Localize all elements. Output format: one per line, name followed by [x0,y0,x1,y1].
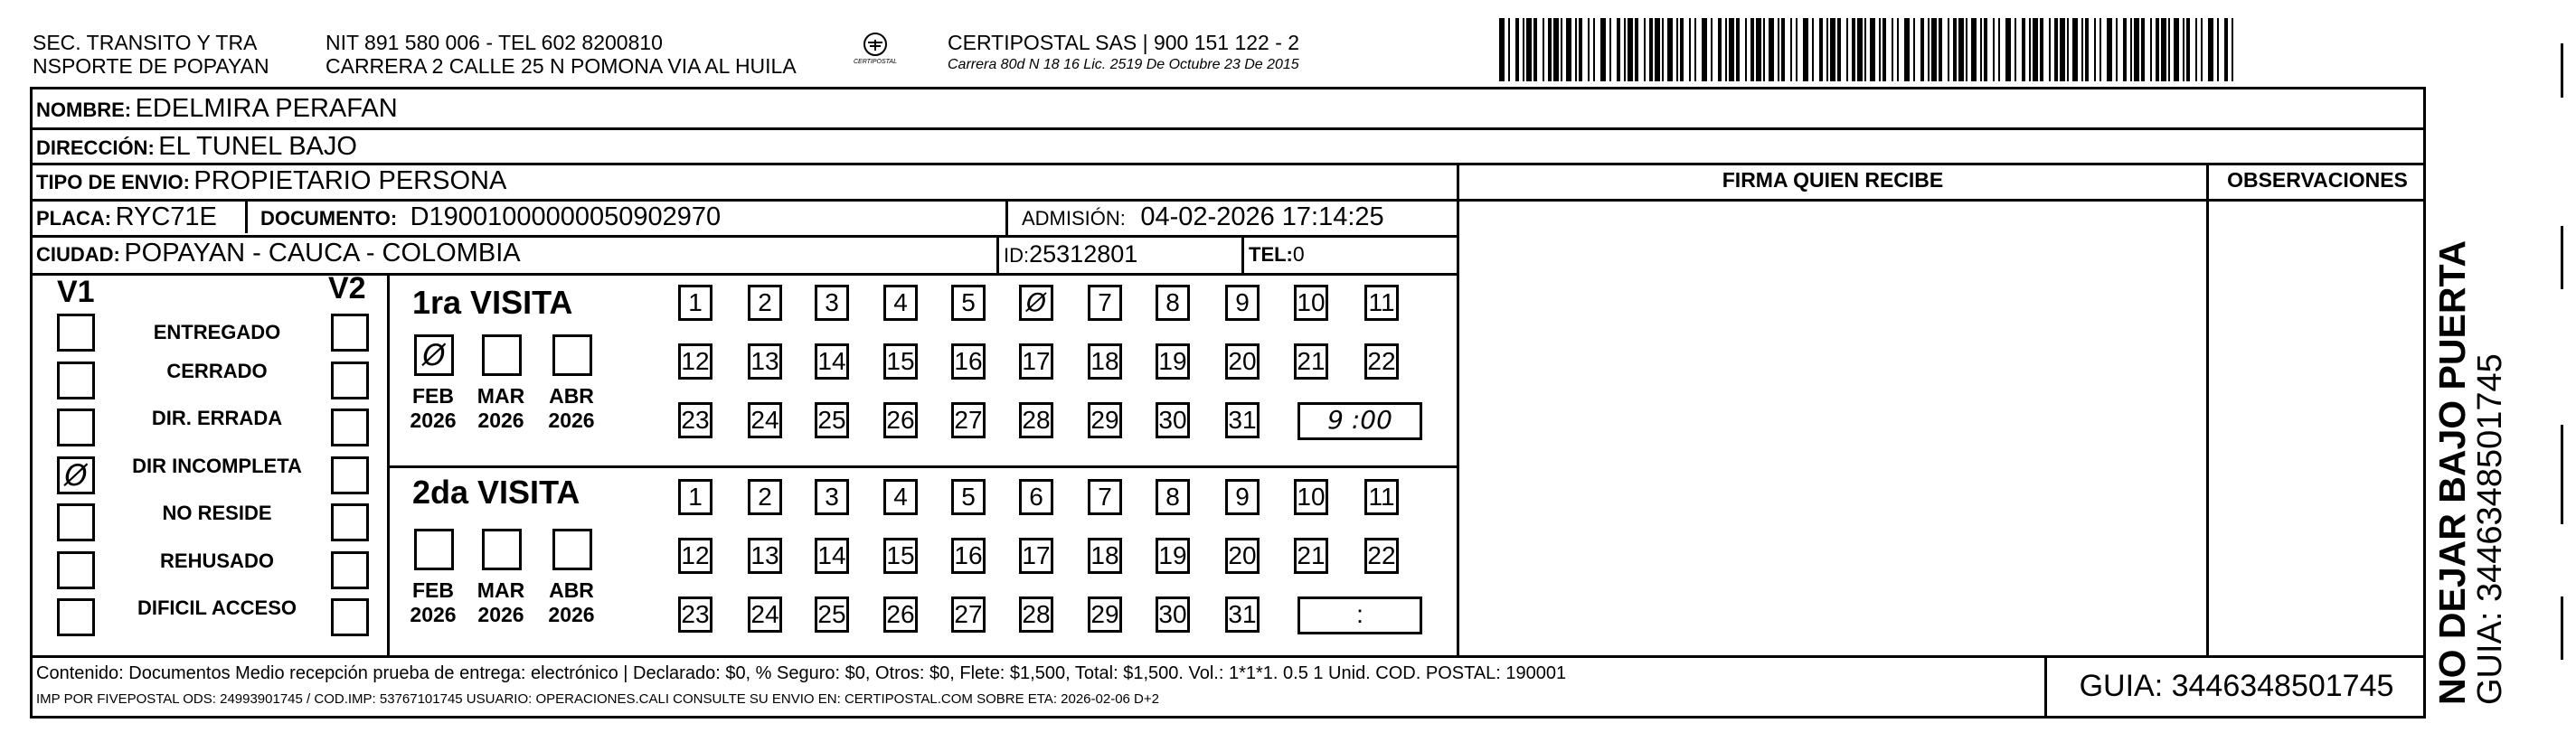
side-warning: NO DEJAR BAJO PUERTA [2431,240,2473,705]
barcode-bar [1904,18,1910,81]
barcode-bar [1966,18,1967,81]
rule [30,127,2426,130]
barcode-bar [2033,18,2038,81]
barcode-bar [1575,18,1577,81]
barcode-bar [1948,18,1949,81]
month-label [401,384,465,433]
barcode-bar [1655,18,1660,81]
barcode-bar [1993,18,1995,81]
barcode-bar [2107,18,2112,81]
month-year: 2026 [410,603,457,626]
barcode-bar [1662,18,1664,81]
admision-row [1022,202,1384,232]
month-name: ABR [549,578,594,602]
status-label: CERRADO [166,359,268,382]
barcode-bar [1984,18,1987,81]
ciudad-row [36,239,521,268]
day-cell[interactable]: 23 [678,402,712,438]
barcode-bar [2150,18,2152,81]
imp-line: IMP POR FIVEPOSTAL ODS: 24993901745 / COD.IMP: 53767101745 USUARIO: OPERACIONES.CALI CONSULTE SU ENVIO EN: CERTIPOSTAL.COM SOBRE ETA: 2026-02-06 D+2 [36,691,1159,707]
id-label: ID: [1004,244,1030,267]
barcode-bar [1852,18,1855,81]
barcode-bar [1515,18,1519,81]
barcode-bar [1756,18,1761,81]
barcode-bar [1543,18,1544,81]
day-cell[interactable]: 17 [1019,538,1053,574]
barcode-bar [1913,18,1915,81]
side-text [2432,54,2508,705]
barcode-bar [1736,18,1740,81]
v1-checkbox[interactable] [57,362,95,399]
rule [30,199,2426,202]
barcode-bar [2022,18,2025,81]
month-checkbox[interactable] [552,334,592,376]
rule [996,235,999,273]
first-visit-time[interactable]: 9 :00 [1297,402,1422,440]
placa-value: RYC71E [115,202,217,231]
barcode-bar [1939,18,1942,81]
barcode-bar [2134,18,2139,81]
tel-row [1249,242,1305,267]
barcode-bar [2156,18,2159,81]
day-cell[interactable]: 11 [1364,285,1399,321]
barcode-bar [2201,18,2203,81]
day-cell[interactable]: 19 [1156,343,1190,380]
barcode-bar [1649,18,1653,81]
status-label: DIR. ERRADA [151,407,283,429]
day-cell[interactable]: 30 [1156,402,1190,438]
barcode-bar [2081,18,2083,81]
v2-checkbox[interactable] [331,456,369,494]
barcode-bar [1870,18,1875,81]
v1-label: V1 [57,275,95,309]
day-cell[interactable]: 29 [1088,596,1122,633]
day-cell[interactable]: 3 [815,479,849,515]
day-cell[interactable]: 18 [1088,538,1122,574]
barcode-bar [1931,18,1937,81]
barcode-bar [1644,18,1646,81]
barcode-bar [1499,18,1505,81]
admision-label: ADMISIÓN: [1022,207,1126,230]
edge-tick [2561,226,2563,289]
day-cell[interactable]: 7 [1088,479,1122,515]
nombre-row [36,94,398,124]
barcode-bar [2054,18,2058,81]
day-cell[interactable]: 21 [1294,538,1328,574]
carrier-license: Carrera 80d N 18 16 Lic. 2519 De Octubre 23 De 2015 [948,57,1299,72]
day-cell[interactable]: 30 [1156,596,1190,633]
nombre-label: NOMBRE: [36,99,132,121]
day-cell[interactable]: 9 [1225,285,1260,321]
barcode [1499,18,2233,81]
barcode-bar [2183,18,2184,81]
v1-checkbox[interactable] [57,551,95,589]
day-cell[interactable]: 15 [883,538,918,574]
barcode-bar [2208,18,2213,81]
day-cell[interactable]: 11 [1364,479,1399,515]
barcode-bar [2116,18,2118,81]
nit-line: NIT 891 580 006 - TEL 602 8200810 [326,31,663,54]
day-cell[interactable]: 23 [678,596,712,633]
barcode-bar [1593,18,1595,81]
barcode-bar [1781,18,1785,81]
month-name: ABR [549,384,594,408]
documento-row [260,202,721,232]
rule [30,655,2426,658]
day-cell[interactable]: 29 [1088,402,1122,438]
barcode-bar [1711,18,1713,81]
barcode-bar [1846,18,1848,81]
month-checkbox[interactable] [482,529,522,570]
edge-tick [2561,596,2563,660]
barcode-bar [2186,18,2190,81]
v2-checkbox[interactable] [331,551,369,589]
barcode-bar [2123,18,2127,81]
barcode-bar [2224,18,2228,81]
second-visit-time[interactable]: : [1297,596,1422,634]
barcode-bar [1588,18,1590,81]
barcode-bar [1566,18,1571,81]
barcode-bar [2099,18,2101,81]
barcode-bar [1667,18,1673,81]
admision-value: 04-02-2026 17:14:25 [1140,202,1384,231]
barcode-bar [1680,18,1684,81]
month-year: 2026 [477,409,524,432]
day-cell[interactable]: 31 [1225,402,1260,438]
barcode-bar [2005,18,2011,81]
rule [387,273,390,655]
day-cell[interactable]: 17 [1019,343,1053,380]
day-cell[interactable]: 1 [678,479,712,515]
first-visit-title: 1ra VISITA [412,284,573,321]
tel-label: TEL: [1249,243,1293,266]
id-value: 25312801 [1029,240,1138,268]
barcode-bar [1508,18,1510,81]
v2-checkbox[interactable] [331,362,369,399]
day-cell[interactable]: 12 [678,343,712,380]
tel-value: 0 [1292,242,1305,266]
barcode-bar [1526,18,1532,81]
v1-checkbox[interactable] [57,409,95,446]
month-label [401,578,465,627]
barcode-bar [1864,18,1866,81]
day-cell[interactable]: 8 [1156,479,1190,515]
direccion-row [36,132,357,162]
day-cell[interactable]: 20 [1225,343,1260,380]
rule [1241,235,1244,273]
barcode-bar [2094,18,2096,81]
day-cell-marked[interactable]: Ø [1019,285,1053,321]
carrier-logo-icon [857,31,893,58]
edge-tick [2561,425,2563,524]
tipo-value: PROPIETARIO PERSONA [193,166,507,195]
rule [30,235,1459,238]
status-label: REHUSADO [160,549,274,572]
barcode-bar [1958,18,1964,81]
month-check-mark: Ø [422,338,446,372]
id-row [1004,240,1137,268]
barcode-bar [2195,18,2197,81]
barcode-bar [1971,18,1977,81]
day-cell[interactable]: 14 [815,538,849,574]
v1-checkbox[interactable] [57,598,95,636]
barcode-bar [1609,18,1611,81]
barcode-bar [1553,18,1559,81]
status-label: NO RESIDE [162,502,272,524]
month-year: 2026 [477,603,524,626]
rule [1005,199,1008,235]
barcode-bar [1826,18,1828,81]
month-label [469,384,533,433]
day-cell[interactable]: 31 [1225,596,1260,633]
barcode-bar [2060,18,2065,81]
barcode-bar [1689,18,1691,81]
day-cell[interactable]: 5 [951,285,986,321]
v1-checkbox[interactable] [57,503,95,541]
day-cell[interactable]: 1 [678,285,712,321]
day-cell[interactable]: 2 [748,479,782,515]
day-cell[interactable]: 13 [748,343,782,380]
month-label [540,384,603,433]
day-cell[interactable]: 25 [815,402,849,438]
carrier-name: CERTIPOSTAL SAS | 900 151 122 - 2 [948,31,1300,54]
carrier-logo-text: CERTIPOSTAL [854,59,897,65]
status-label: DIR INCOMPLETA [132,454,302,477]
sender-block [33,31,269,78]
barcode-bar [2217,18,2219,81]
direccion-value: EL TUNEL BAJO [158,132,357,161]
day-cell[interactable]: 27 [951,402,986,438]
v2-checkbox[interactable] [331,503,369,541]
edge-tick [2561,43,2563,98]
day-cell[interactable]: 21 [1294,343,1328,380]
day-cell[interactable]: 16 [951,343,986,380]
barcode-bar [1561,18,1562,81]
day-cell[interactable]: 22 [1364,538,1399,574]
firma-header: FIRMA QUIEN RECIBE [1722,168,1944,192]
nombre-value: EDELMIRA PERAFAN [135,94,398,123]
rule [387,465,1459,468]
barcode-bar [1953,18,1957,81]
barcode-bar [1533,18,1537,81]
status-label: DIFICIL ACCESO [137,596,297,619]
barcode-bar [1980,18,1982,81]
carrier-logo [845,31,905,76]
day-cell[interactable]: 28 [1019,596,1053,633]
barcode-bar [1635,18,1638,81]
day-cell[interactable]: 28 [1019,402,1053,438]
month-checkbox[interactable] [414,334,454,376]
barcode-bar [1857,18,1863,81]
day-cell[interactable]: 9 [1225,479,1260,515]
month-name: MAR [477,578,525,602]
barcode-bar [1897,18,1899,81]
documento-value: D19001000000050902970 [410,202,722,231]
month-year: 2026 [410,409,457,432]
barcode-bar [1579,18,1582,81]
ciudad-label: CIUDAD: [36,243,120,266]
tipo-label: TIPO DE ENVIO: [36,171,190,193]
month-name: FEB [412,384,454,408]
placa-row [36,202,217,232]
barcode-graphic [1499,18,2233,81]
v2-checkbox[interactable] [331,314,369,352]
barcode-bar [1796,18,1798,81]
barcode-bar [1837,18,1841,81]
day-cell[interactable]: 6 [1019,479,1053,515]
month-name: FEB [412,578,454,602]
side-guia: GUIA: 3446348501745 [2471,353,2509,705]
day-cell[interactable]: 2 [748,285,782,321]
direccion-label: DIRECCIÓN: [36,136,155,159]
day-cell[interactable]: 27 [951,596,986,633]
sender-line-2: NSPORTE DE POPAYAN [33,54,269,78]
rule [1457,163,1459,655]
month-name: MAR [477,384,525,408]
sender-line-1: SEC. TRANSITO Y TRA [33,31,258,54]
v1-checkbox[interactable] [57,456,95,494]
barcode-bar [1892,18,1893,81]
carrier-block [948,31,1299,76]
barcode-bar [2232,18,2233,81]
barcode-bar [1812,18,1814,81]
month-checkbox[interactable] [414,529,454,570]
barcode-bar [1702,18,1707,81]
day-cell[interactable]: 3 [815,285,849,321]
barcode-bar [2067,18,2069,81]
v1-check-mark: Ø [64,457,88,493]
day-cell[interactable]: 26 [883,596,918,633]
barcode-bar [1729,18,1734,81]
day-cell[interactable]: 19 [1156,538,1190,574]
barcode-bar [2040,18,2043,81]
v2-checkbox[interactable] [331,598,369,636]
day-cell[interactable]: 12 [678,538,712,574]
barcode-bar [1694,18,1696,81]
barcode-bar [1998,18,2000,81]
day-cell[interactable]: 25 [815,596,849,633]
barcode-bar [2174,18,2179,81]
barcode-bar [1819,18,1823,81]
day-cell[interactable]: 26 [883,402,918,438]
barcode-bar [1790,18,1792,81]
v1-checkbox[interactable] [57,314,95,352]
barcode-bar [1763,18,1765,81]
barcode-bar [1523,18,1524,81]
barcode-bar [1745,18,1747,81]
barcode-bar [2085,18,2089,81]
guia-box: GUIA: 3446348501745 [2079,669,2394,703]
day-cell[interactable]: 5 [951,479,986,515]
rule [30,273,1459,276]
month-label [540,578,603,627]
rule [30,163,2426,165]
rule [2206,163,2209,655]
day-cell[interactable]: 10 [1294,479,1328,515]
day-cell[interactable]: 20 [1225,538,1260,574]
barcode-bar [2029,18,2031,81]
month-year: 2026 [548,603,595,626]
barcode-bar [1676,18,1678,81]
tipo-row [36,166,506,196]
barcode-bar [1928,18,1930,81]
barcode-bar [1718,18,1722,81]
day-cell[interactable]: 8 [1156,285,1190,321]
day-cell[interactable]: 24 [748,596,782,633]
v2-label: V2 [328,271,366,305]
day-cell[interactable]: 15 [883,343,918,380]
v2-checkbox[interactable] [331,409,369,446]
barcode-bar [2072,18,2078,81]
barcode-bar [1548,18,1552,81]
second-visit-title: 2da VISITA [412,474,580,511]
barcode-bar [1803,18,1808,81]
documento-label: DOCUMENTO: [260,207,398,230]
placa-label: PLACA: [36,207,112,230]
barcode-bar [1624,18,1626,81]
barcode-bar [2168,18,2170,81]
day-cell[interactable]: 24 [748,402,782,438]
contenido-line: Contenido: Documentos Medio recepción prueba de entrega: electrónico | Declarado: $0, % Seguro: $0, Otros: $0, Flete: $1,500, Total: $1,500. Vol.: 1*1*1. 0.5 1 Unid. COD. POSTAL: 190001 [36,663,1567,683]
day-cell[interactable]: 18 [1088,343,1122,380]
month-checkbox[interactable] [482,334,522,376]
day-cell[interactable]: 10 [1294,285,1328,321]
day-cell[interactable]: 22 [1364,343,1399,380]
barcode-bar [2141,18,2145,81]
day-cell[interactable]: 16 [951,538,986,574]
barcode-bar [1750,18,1754,81]
barcode-bar [1778,18,1779,81]
barcode-bar [1628,18,1633,81]
barcode-bar [2130,18,2132,81]
barcode-bar [1830,18,1835,81]
barcode-bar [1725,18,1727,81]
barcode-bar [1920,18,1924,81]
day-cell[interactable]: 7 [1088,285,1122,321]
barcode-bar [1769,18,1774,81]
sender-contact-block [326,31,797,78]
ciudad-value: POPAYAN - CAUCA - COLOMBIA [124,239,521,268]
day-cell[interactable]: 13 [748,538,782,574]
address-line: CARRERA 2 CALLE 25 N POMONA VIA AL HUILA [326,54,797,78]
month-year: 2026 [548,409,595,432]
status-label: ENTREGADO [153,321,281,343]
barcode-bar [2015,18,2016,81]
month-checkbox[interactable] [552,529,592,570]
day-cell[interactable]: 4 [883,285,918,321]
barcode-bar [1882,18,1886,81]
barcode-bar [2161,18,2166,81]
month-label [469,578,533,627]
barcode-bar [1879,18,1881,81]
day-cell[interactable]: 4 [883,479,918,515]
barcode-bar [1600,18,1606,81]
observaciones-header: OBSERVACIONES [2227,168,2408,192]
day-cell[interactable]: 14 [815,343,849,380]
barcode-bar [1617,18,1620,81]
barcode-bar [2049,18,2051,81]
